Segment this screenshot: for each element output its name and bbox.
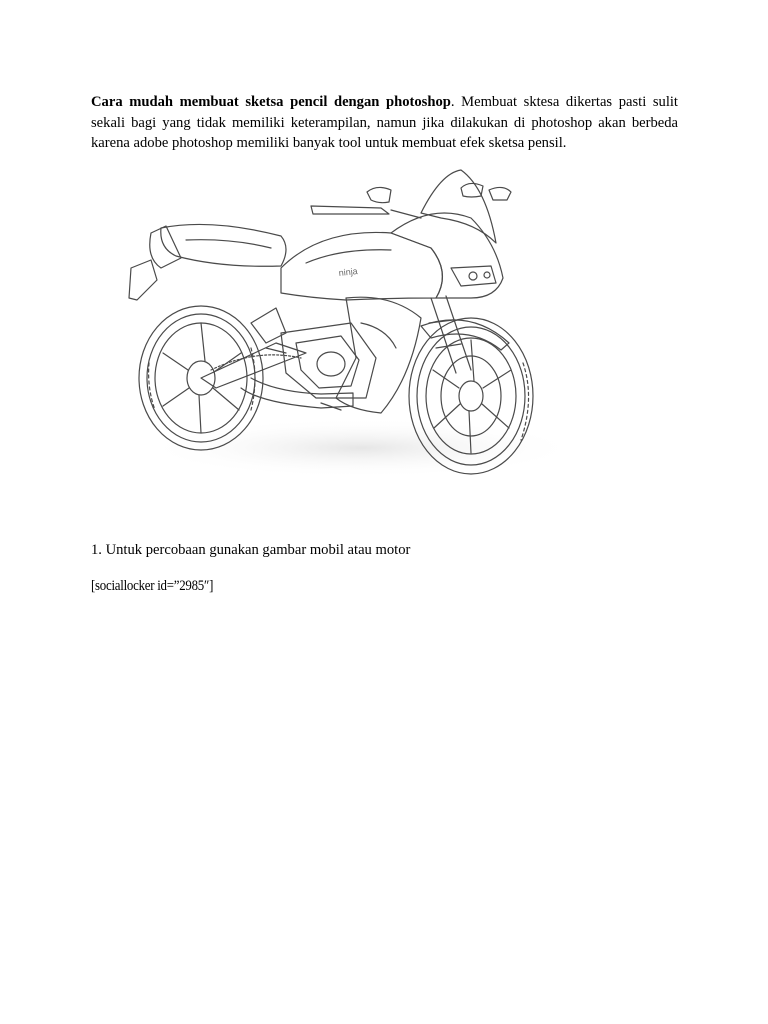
motorcycle-sketch-drawing [91, 148, 607, 502]
sociallocker-shortcode: [sociallocker id=”2985″] [91, 578, 214, 594]
intro-body: . Membuat sktesa dikertas pasti sulit sekali bagi yang tidak memiliki keterampilan, namun jika dilakukan di photoshop akan berbeda karena adobe photoshop memiliki banyak tool untuk membuat efek sketsa pensil. [91, 94, 678, 151]
motorcycle-sketch-image [91, 148, 607, 502]
svg-text:ninja: ninja [338, 266, 359, 278]
step-1-text: 1. Untuk percobaan gunakan gambar mobil atau motor [91, 542, 411, 558]
intro-paragraph [91, 92, 678, 154]
intro-bold-lead: Cara mudah membuat sketsa pencil dengan photoshop [91, 94, 451, 110]
